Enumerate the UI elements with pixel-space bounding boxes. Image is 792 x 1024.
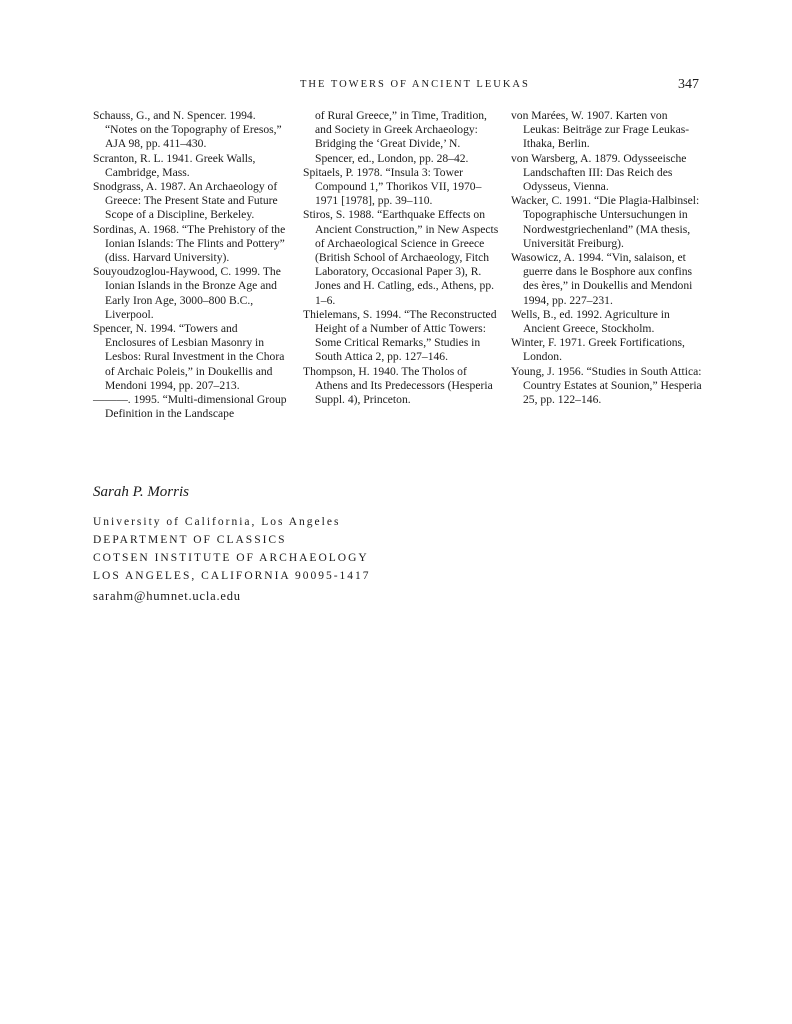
author-email: sarahm@humnet.ucla.edu [93,589,241,603]
reference-entry: Spencer, N. 1994. “Towers and Enclosures of Lesbian Masonry in Lesbos: Rural Investment in the Chora of Archaic Poleis,” in Doukellis and Mendoni 1994, pp. 207–213. [93,322,285,392]
references-column-3 [511,109,704,407]
reference-entry: von Warsberg, A. 1879. Odysseeische Landschaften III: Das Reich des Odysseus, Vienna. [511,151,687,194]
reference-entry: ———. 1995. “Multi-dimensional Group Definition in the Landscape [93,393,287,421]
running-header: THE TOWERS OF ANCIENT LEUKAS [300,79,530,90]
references-column-1 [93,109,288,421]
author-affiliation [93,513,371,585]
reference-entry: Spitaels, P. 1978. “Insula 3: Tower Compound 1,” Thorikos VII, 1970–1971 [1978], pp. 39–110. [303,165,482,208]
reference-entry: Snodgrass, A. 1987. An Archaeology of Greece: The Present State and Future Scope of a Discipline, Berkeley. [93,180,278,222]
institute-line: COTSEN INSTITUTE OF ARCHAEOLOGY [93,552,369,564]
reference-entry: Young, J. 1956. “Studies in South Attica: Country Estates at Sounion,” Hesperia 25, pp. 122–146. [511,364,702,407]
university-line: University of California, Los Angeles [93,516,341,528]
author-name: Sarah P. Morris [93,484,189,500]
reference-entry: Winter, F. 1971. Greek Fortifications, London. [511,336,685,364]
reference-entry: Thompson, H. 1940. The Tholos of Athens and Its Predecessors (Hesperia Suppl. 4), Princeton. [303,364,493,407]
reference-entry: Wasowicz, A. 1994. “Vin, salaison, et guerre dans le Bosphore aux confins des ères,” in Doukellis and Mendoni 1994, pp. 227–231. [511,251,693,307]
address-line: LOS ANGELES, CALIFORNIA 90095-1417 [93,570,371,582]
department-line: DEPARTMENT OF CLASSICS [93,534,287,546]
reference-entry: Stiros, S. 1988. “Earthquake Effects on Ancient Construction,” in New Aspects of Archaeological Science in Greece (British School of Archaeology, Fitch Laboratory, Occasional Paper 3), R. Jones and H. Catling, eds., Athens, pp. 1–6. [303,208,499,307]
reference-entry: von Marées, W. 1907. Karten von Leukas: Beiträge zur Frage Leukas-Ithaka, Berlin. [511,109,690,151]
reference-entry: Thielemans, S. 1994. “The Reconstructed Height of a Number of Attic Towers: Some Critical Remarks,” Studies in South Attica 2, pp. 127–146. [303,307,497,364]
reference-entry: Wells, B., ed. 1992. Agriculture in Ancient Greece, Stockholm. [511,307,670,336]
reference-entry: Souyoudzoglou-Haywood, C. 1999. The Ionian Islands in the Bronze Age and Early Iron Age, 3000–800 B.C., Liverpool. [93,265,281,321]
reference-entry: Wacker, C. 1991. “Die Plagia-Halbinsel: Topographische Untersuchungen in Nordwestgriechenland” (MA thesis, Universität Freiburg). [511,194,700,250]
reference-entry: Sordinas, A. 1968. “The Prehistory of the Ionian Islands: The Flints and Pottery” (diss. Harvard University). [93,222,286,265]
reference-entry: Schauss, G., and N. Spencer. 1994. “Notes on the Topography of Eresos,” AJA 98, pp. 411–430. [93,109,282,151]
reference-continuation: of Rural Greece,” in Time, Tradition, and Society in Greek Archaeology: Bridging the ‘Great Divide,’ N. Spencer, ed., London, pp. 28–42. [315,109,487,165]
page-number: 347 [678,77,699,92]
reference-entry: Scranton, R. L. 1941. Greek Walls, Cambridge, Mass. [93,151,256,179]
references-column-2 [303,109,499,407]
